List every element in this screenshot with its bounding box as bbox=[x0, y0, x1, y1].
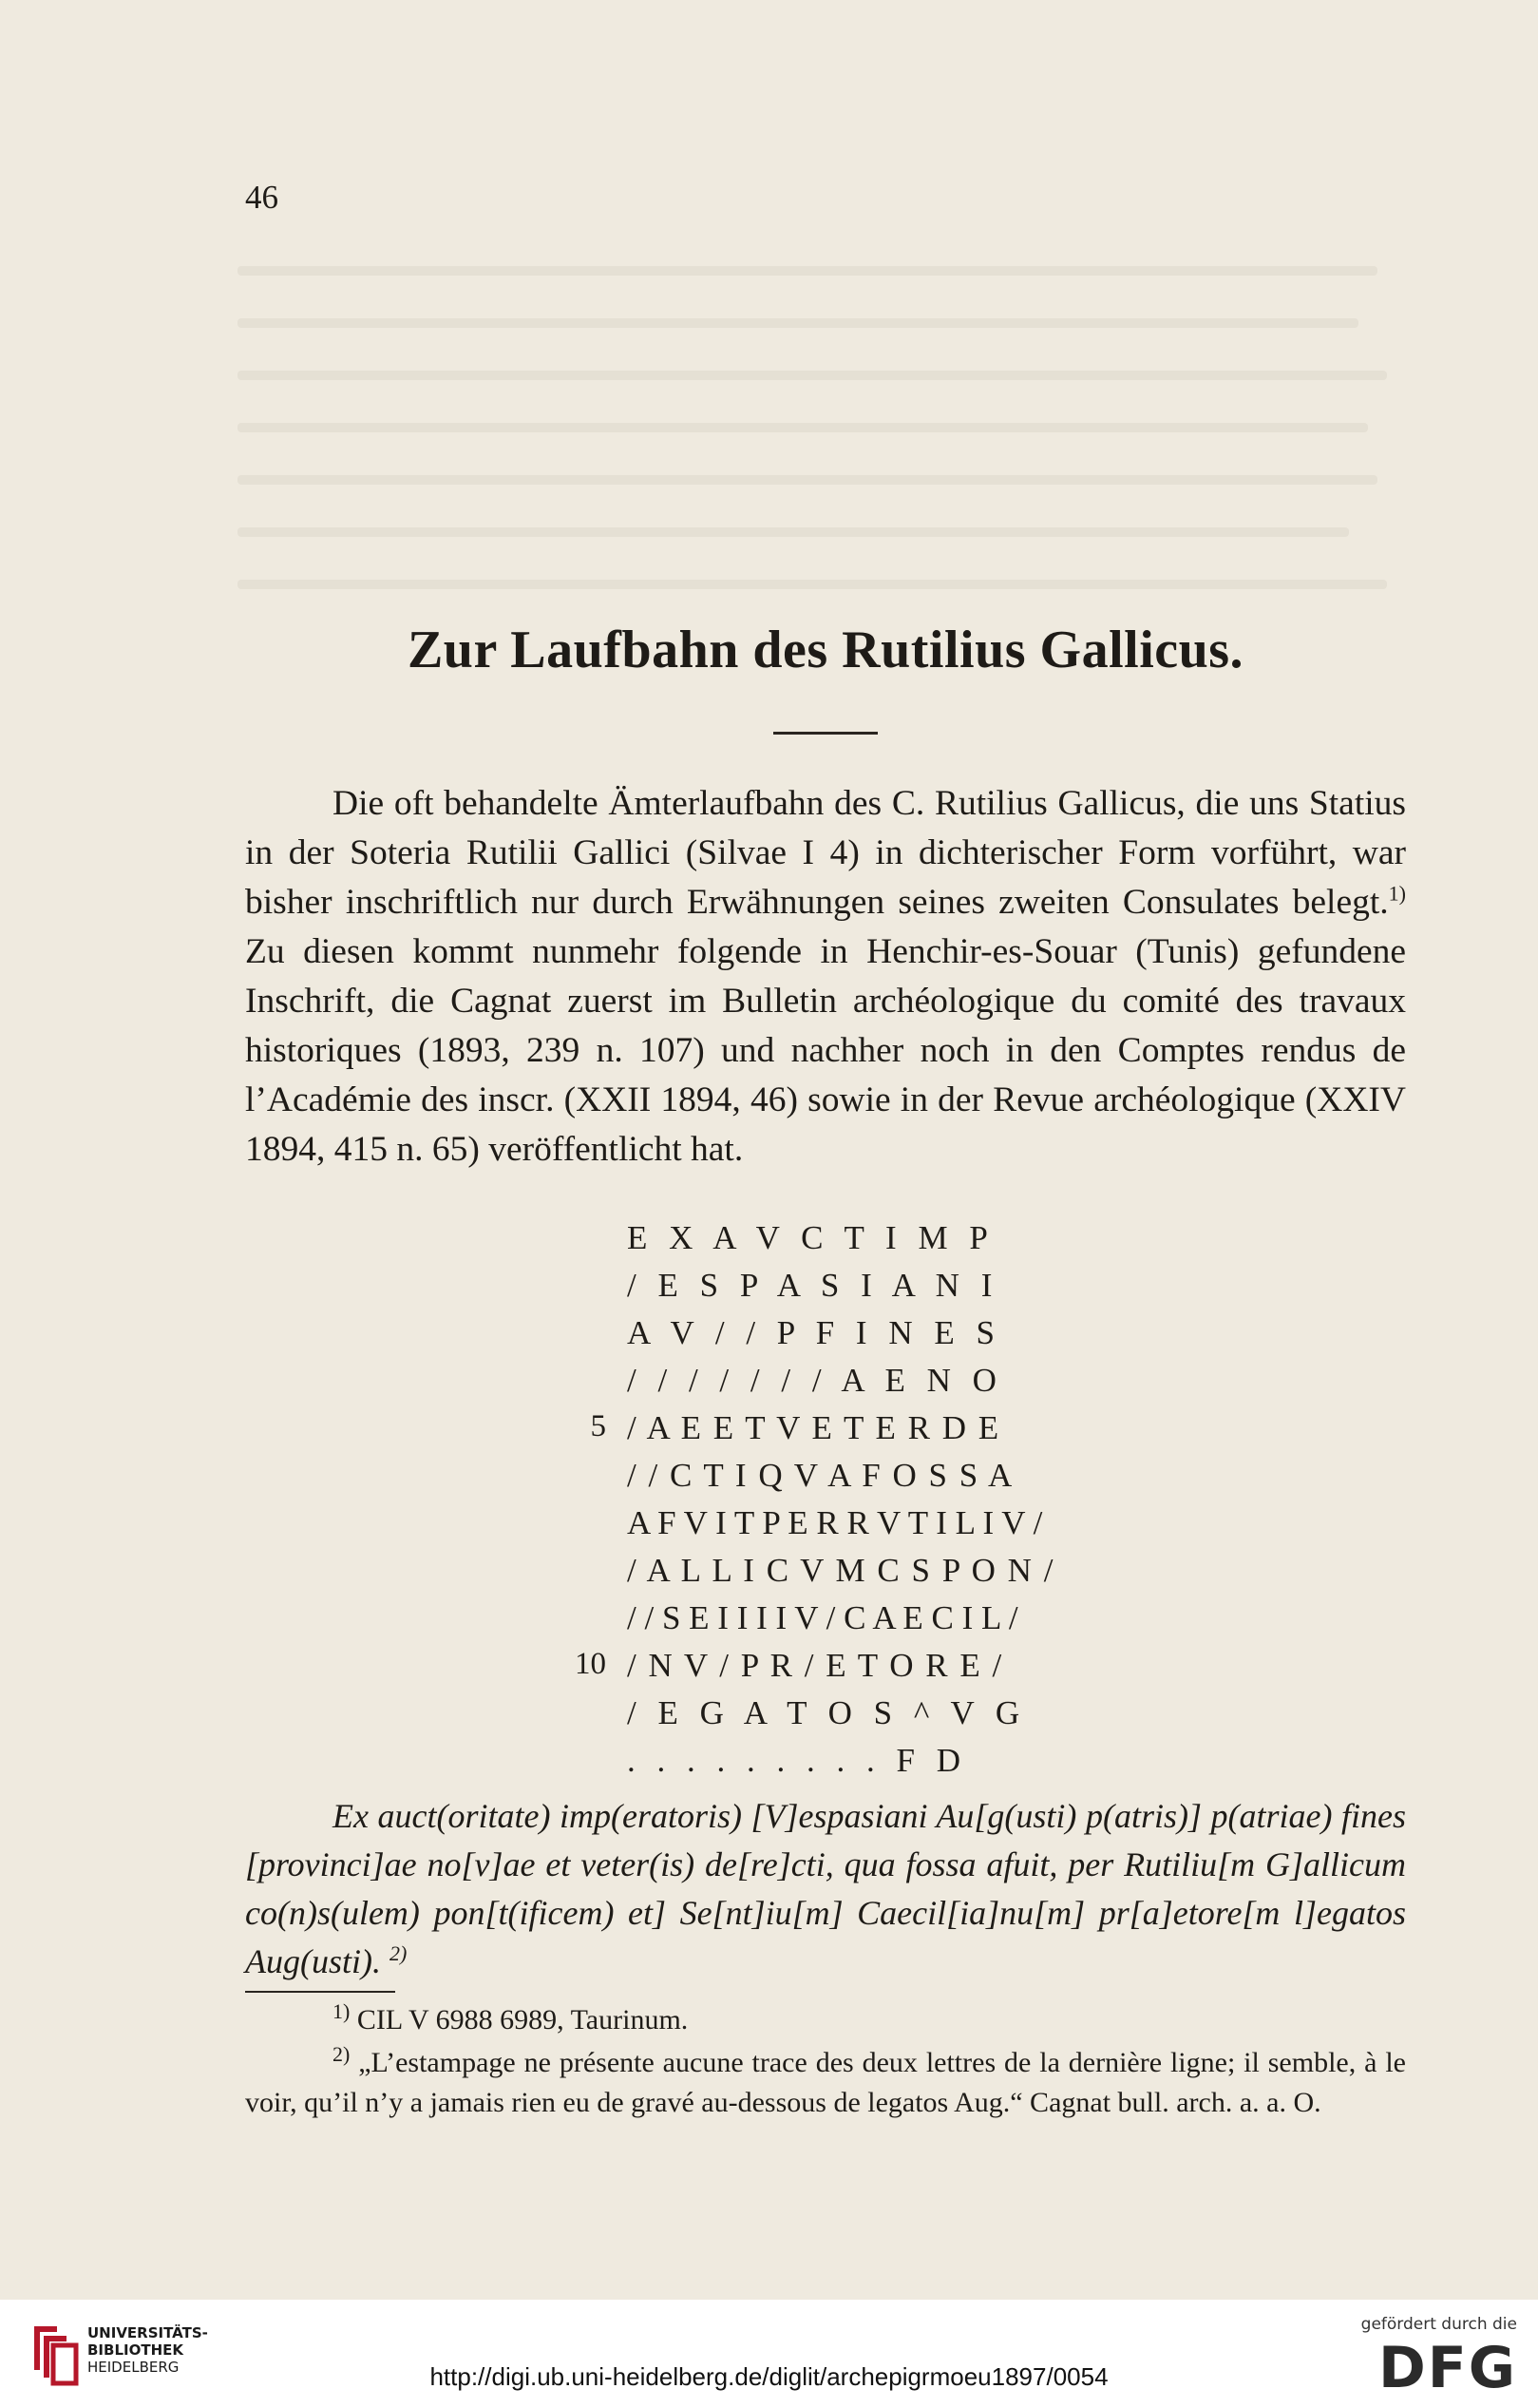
transcription-text: Ex auct(oritate) imp(eratoris) [V]espasiani Au[g(usti) p(atris)] p(atriae) fines [provinci]ae no[v]ae et veter(is) de[re]cti, qua fossa afuit, per Rutiliu[m G]allicum co(n)s(ulem) pon[t(ificem) et] Se[nt]iu[m] Caecil[ia]nu[m] pr[a]etore[m l]egatos Aug(usti). bbox=[245, 1797, 1406, 1980]
library-line-3: HEIDELBERG bbox=[87, 2359, 180, 2376]
body-paragraph bbox=[245, 779, 1406, 1175]
inscription-line: E X A V C T I M P bbox=[627, 1219, 995, 1256]
inscription-line-number: 10 bbox=[575, 1647, 606, 1681]
footnote-rule bbox=[245, 1991, 395, 1993]
dfg-logo: DFG bbox=[1377, 2335, 1517, 2401]
inscription-line: / E G A T O S ^ V G bbox=[627, 1694, 1027, 1731]
footnote-mark: 1) bbox=[332, 1999, 351, 2023]
permalink[interactable]: http://digi.ub.uni-heidelberg.de/diglit/archepigrmoeu1897/0054 bbox=[429, 2362, 1109, 2391]
footnote-1 bbox=[245, 2000, 1406, 2040]
footnote-2 bbox=[245, 2043, 1406, 2123]
funding-label: gefördert durch die bbox=[1360, 2315, 1517, 2334]
article-title: Zur Laufbahn des Rutilius Gallicus. bbox=[407, 621, 1244, 679]
inscription-line-number: 5 bbox=[590, 1409, 606, 1443]
page-number: 46 bbox=[245, 179, 278, 216]
footnote-ref-2[interactable]: 2) bbox=[389, 1941, 408, 1965]
inscription-line: / A L L I C V M C S P O N / bbox=[627, 1552, 1055, 1589]
inscription-line: . . . . . . . . . F D bbox=[627, 1742, 967, 1779]
title-rule bbox=[773, 732, 878, 735]
footnote-text: CIL V 6988 6989, Taurinum. bbox=[356, 2004, 689, 2035]
inscription-line: / / C T I Q V A F O S S A bbox=[627, 1457, 1015, 1494]
inscription-line: A V / / P F I N E S bbox=[627, 1314, 1001, 1351]
footnote-text: „L’estampage ne présente aucune trace des deux lettres de la dernière ligne; il semble, à le voir, qu’il n’y a jamais rien eu de gravé au-dessous de legatos Aug.“ Cagnat bull. arch. a. a. O. bbox=[245, 2047, 1406, 2118]
footnote-mark: 2) bbox=[332, 2042, 351, 2066]
library-line-2: BIBLIOTHEK bbox=[87, 2341, 183, 2359]
footnote-ref-1[interactable]: 1) bbox=[1388, 881, 1406, 906]
inscription-line: / E S P A S I A N I bbox=[627, 1267, 999, 1304]
inscription-line: / A E E T V E T E R D E bbox=[627, 1409, 1001, 1446]
body-text-part-2: Zu diesen kommt nunmehr folgende in Henchir-es-Souar (Tunis) gefundene Inschrift, die Cagnat zuerst im Bulletin archéologique du comité des travaux historiques (1893, 239 n. 107) und nachher noch in den Comptes rendus de l’Académie des inscr. (XXII 1894, 46) sowie in der Revue archéologique (XXIV 1894, 415 n. 65) veröffentlicht hat. bbox=[245, 932, 1406, 1169]
transcription bbox=[245, 1792, 1406, 1986]
inscription-line: A F V I T P E R R V T I L I V / bbox=[627, 1504, 1043, 1541]
inscription-line: / / S E I I I I V / C A E C I L / bbox=[627, 1599, 1018, 1636]
inscription-line: / N V / P R / E T O R E / bbox=[627, 1647, 1004, 1684]
inscription-line: / / / / / / / A E N O bbox=[627, 1362, 1003, 1399]
library-line-1: UNIVERSITÄTS- bbox=[87, 2324, 208, 2341]
body-text-part-1: Die oft behandelte Ämterlaufbahn des C. Rutilius Gallicus, die uns Statius in der Soteria Rutilii Gallici (Silvae I 4) in dichterischer Form vorführt, war bisher inschriftlich nur durch Erwähnungen seines zweiten Consulates belegt. bbox=[245, 784, 1406, 922]
